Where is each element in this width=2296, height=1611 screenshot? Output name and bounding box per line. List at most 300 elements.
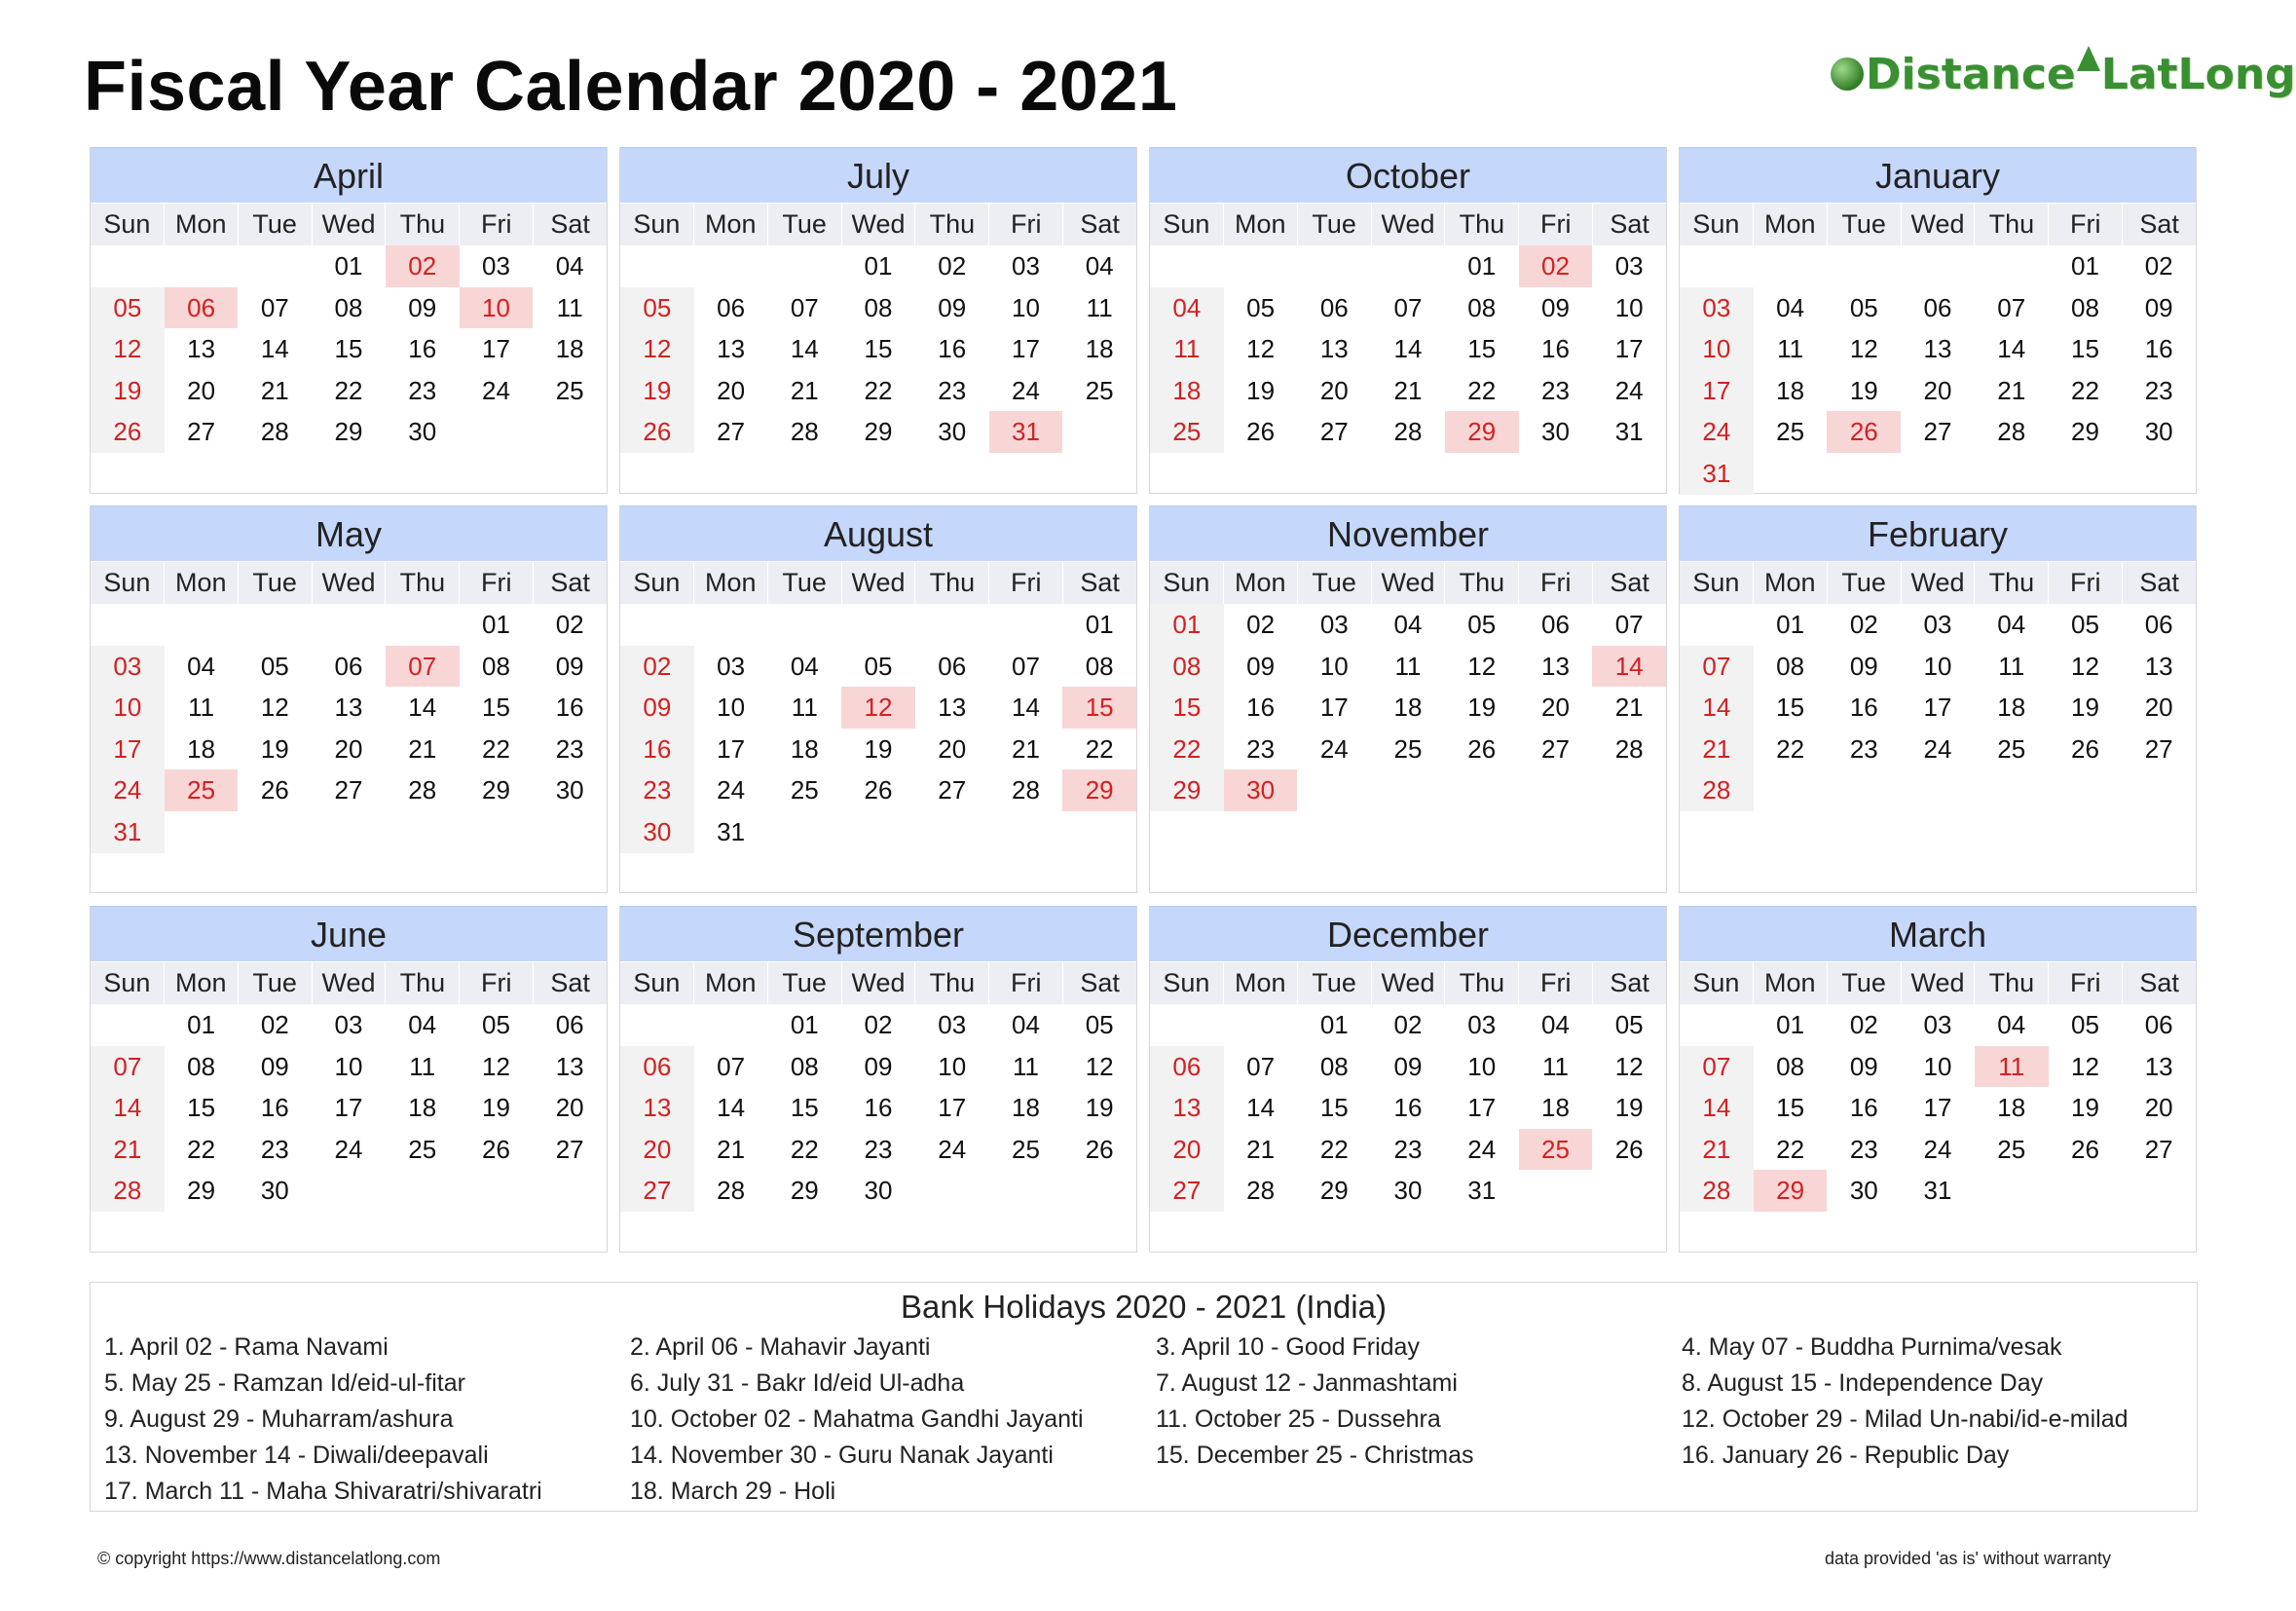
holiday-item: 4. May 07 - Buddha Purnima/vesak xyxy=(1682,1333,2062,1361)
day-cell: 18 xyxy=(408,1093,437,1123)
empty-day-cell xyxy=(841,811,915,853)
week-row xyxy=(1680,729,2196,770)
weekday-label: Sun xyxy=(1150,562,1224,604)
weekday-label: Tue xyxy=(768,562,842,604)
weekday-label: Sun xyxy=(620,204,694,245)
weekday-label: Wed xyxy=(1372,562,1446,604)
day-cell: 23 xyxy=(1393,1134,1423,1164)
day-cell: 31 xyxy=(1680,453,1754,495)
day-cell: 30 xyxy=(408,417,437,447)
day-cell: 01 xyxy=(1776,610,1805,639)
day-cell: 13 xyxy=(1540,651,1570,681)
day-cell: 25 xyxy=(1085,375,1114,405)
day-cell: 19 xyxy=(91,370,165,412)
day-cell: 04 xyxy=(1997,1010,2026,1039)
day-cell: 16 xyxy=(864,1093,893,1123)
day-cell: 06 xyxy=(555,1010,584,1039)
holiday-day-cell: 12 xyxy=(841,687,915,729)
day-cell: 13 xyxy=(1150,1087,1224,1129)
holiday-item: 14. November 30 - Guru Nanak Jayanti xyxy=(630,1442,1054,1469)
weekday-label: Thu xyxy=(386,962,460,1004)
month-name: October xyxy=(1150,147,1666,203)
week-row xyxy=(91,411,607,453)
day-cell: 08 xyxy=(1319,1051,1349,1081)
weekday-label: Sat xyxy=(2139,209,2179,239)
weekday-label: Tue xyxy=(1298,562,1372,604)
day-cell: 29 xyxy=(334,417,363,447)
day-cell: 27 xyxy=(1150,1170,1224,1212)
logo-text-lat: Lat xyxy=(2100,49,2178,99)
holiday-day-cell: 02 xyxy=(1519,245,1593,287)
day-cell: 06 xyxy=(1540,610,1570,639)
day-cell: 22 xyxy=(1776,733,1805,764)
week-row xyxy=(1150,687,1666,729)
empty-day-cell xyxy=(841,604,915,646)
day-cell: 20 xyxy=(620,1129,694,1171)
day-cell: 21 xyxy=(1011,733,1040,764)
day-cell: 13 xyxy=(555,1051,584,1081)
month-april xyxy=(90,147,608,494)
day-cell: 21 xyxy=(91,1129,165,1171)
day-cell: 20 xyxy=(334,733,363,764)
weekday-label: Sun xyxy=(91,562,165,604)
day-cell: 15 xyxy=(1776,1093,1805,1123)
week-row xyxy=(91,287,607,329)
weekday-label: Wed xyxy=(1902,204,1976,245)
empty-day-cell xyxy=(1224,245,1298,287)
week-row xyxy=(91,604,607,646)
day-cell: 27 xyxy=(2144,733,2173,764)
holiday-day-cell: 29 xyxy=(1445,411,1519,453)
day-cell: 15 xyxy=(481,693,510,723)
day-cell: 06 xyxy=(620,1046,694,1088)
day-cell: 01 xyxy=(187,1010,216,1039)
weekday-label: Mon xyxy=(165,204,239,245)
weekday-label: Wed xyxy=(842,204,916,245)
day-cell: 13 xyxy=(187,334,216,364)
day-cell: 28 xyxy=(1680,769,1754,811)
empty-day-cell xyxy=(1150,245,1224,287)
week-row xyxy=(1680,1004,2196,1046)
holiday-day-cell: 07 xyxy=(386,646,460,688)
day-cell: 09 xyxy=(260,1051,289,1081)
day-cell: 01 xyxy=(790,1010,819,1039)
week-row xyxy=(1680,1170,2196,1212)
week-row xyxy=(620,411,1136,453)
day-cell: 06 xyxy=(717,292,746,322)
day-cell: 03 xyxy=(1923,610,1952,639)
weekday-label: Fri xyxy=(989,962,1063,1004)
day-cell: 14 xyxy=(717,1093,746,1123)
month-days xyxy=(91,245,607,453)
day-cell: 05 xyxy=(1849,292,1878,322)
day-cell: 04 xyxy=(187,651,216,681)
day-cell: 24 xyxy=(91,769,165,811)
day-cell: 18 xyxy=(555,334,584,364)
empty-day-cell xyxy=(1827,453,1901,495)
holiday-item: 9. August 29 - Muharram/ashura xyxy=(104,1405,454,1433)
day-cell: 15 xyxy=(1776,693,1805,723)
day-cell: 24 xyxy=(1467,1134,1497,1164)
empty-day-cell xyxy=(91,1004,165,1046)
day-cell: 12 xyxy=(620,328,694,370)
empty-day-cell xyxy=(91,245,165,287)
holiday-day-cell: 14 xyxy=(1592,646,1666,688)
day-cell: 08 xyxy=(1150,646,1224,688)
day-cell: 21 xyxy=(1680,1129,1754,1171)
empty-day-cell xyxy=(1062,411,1136,453)
day-cell: 17 xyxy=(717,733,746,764)
day-cell: 16 xyxy=(408,334,437,364)
day-cell: 22 xyxy=(1467,375,1497,405)
day-cell: 01 xyxy=(334,251,363,281)
day-cell: 09 xyxy=(1540,292,1570,322)
day-cell: 27 xyxy=(1540,733,1570,764)
day-cell: 01 xyxy=(1776,1010,1805,1039)
day-cell: 25 xyxy=(1011,1134,1040,1164)
day-cell: 08 xyxy=(790,1051,819,1081)
day-cell: 26 xyxy=(260,775,289,806)
day-cell: 18 xyxy=(1540,1093,1570,1123)
month-days xyxy=(1150,604,1666,811)
day-cell: 21 xyxy=(408,733,437,764)
day-cell: 22 xyxy=(334,375,363,405)
empty-day-cell xyxy=(1975,245,2049,287)
week-row xyxy=(620,769,1136,811)
week-row xyxy=(1150,1087,1666,1129)
day-cell: 11 xyxy=(1541,1051,1569,1081)
empty-day-cell xyxy=(165,811,239,853)
day-cell: 05 xyxy=(2070,1010,2099,1039)
day-cell: 16 xyxy=(1393,1093,1423,1123)
day-cell: 01 xyxy=(1085,610,1114,639)
day-cell: 30 xyxy=(2144,417,2173,447)
day-cell: 16 xyxy=(1540,334,1570,364)
week-row xyxy=(1150,1129,1666,1171)
day-cell: 04 xyxy=(1776,292,1805,322)
holiday-day-cell: 02 xyxy=(386,245,460,287)
week-row xyxy=(1680,245,2196,287)
weekday-label: Wed xyxy=(313,962,387,1004)
day-cell: 19 xyxy=(620,370,694,412)
weekday-label: Fri xyxy=(989,204,1063,245)
weekday-label: Sun xyxy=(91,962,165,1004)
day-cell: 28 xyxy=(1393,417,1423,447)
day-cell: 02 xyxy=(864,1010,893,1039)
day-cell: 24 xyxy=(1614,375,1644,405)
weekday-label: Sat xyxy=(1610,209,1649,239)
day-cell: 20 xyxy=(938,733,967,764)
week-row xyxy=(91,729,607,770)
day-cell: 23 xyxy=(1540,375,1570,405)
day-cell: 11 xyxy=(1150,328,1224,370)
day-cell: 18 xyxy=(1393,693,1423,723)
empty-day-cell xyxy=(533,1170,607,1212)
day-cell: 07 xyxy=(260,292,289,322)
empty-day-cell xyxy=(1827,769,1901,811)
day-cell: 11 xyxy=(1998,651,2025,681)
day-cell: 16 xyxy=(555,693,584,723)
day-cell: 20 xyxy=(187,375,216,405)
holiday-item: 5. May 25 - Ramzan Id/eid-ul-fitar xyxy=(104,1369,465,1397)
week-row xyxy=(1680,411,2196,453)
day-cell: 22 xyxy=(1776,1134,1805,1164)
day-cell: 26 xyxy=(1467,733,1497,764)
day-cell: 07 xyxy=(1246,1051,1276,1081)
empty-day-cell xyxy=(2122,769,2196,811)
page-title: Fiscal Year Calendar 2020 - 2021 xyxy=(84,48,1178,126)
empty-day-cell xyxy=(1062,1170,1136,1212)
day-cell: 18 xyxy=(187,733,216,764)
month-name: August xyxy=(620,506,1136,561)
day-cell: 07 xyxy=(1680,1046,1754,1088)
day-cell: 12 xyxy=(1246,334,1276,364)
day-cell: 16 xyxy=(1849,693,1878,723)
weekday-label: Fri xyxy=(2049,204,2123,245)
day-cell: 21 xyxy=(1246,1134,1276,1164)
day-cell: 25 xyxy=(1997,733,2026,764)
empty-day-cell xyxy=(2049,769,2123,811)
week-row xyxy=(620,1004,1136,1046)
day-cell: 27 xyxy=(187,417,216,447)
weekday-label: Tue xyxy=(1298,962,1372,1004)
day-cell: 02 xyxy=(260,1010,289,1039)
day-cell: 15 xyxy=(334,334,363,364)
weekday-label: Fri xyxy=(1519,962,1593,1004)
month-name: January xyxy=(1680,147,2196,203)
weekday-label: Fri xyxy=(989,562,1063,604)
weekday-header-row xyxy=(1680,961,2196,1004)
weekday-header-row xyxy=(620,561,1136,604)
day-cell: 14 xyxy=(408,693,437,723)
day-cell: 20 xyxy=(1923,375,1952,405)
day-cell: 11 xyxy=(409,1051,436,1081)
day-cell: 26 xyxy=(1246,417,1276,447)
day-cell: 29 xyxy=(864,417,893,447)
weekday-label: Sun xyxy=(1150,962,1224,1004)
weekday-label: Sun xyxy=(620,962,694,1004)
month-november xyxy=(1149,506,1667,893)
month-name: February xyxy=(1680,506,2196,561)
week-row xyxy=(1680,287,2196,329)
day-cell: 08 xyxy=(187,1051,216,1081)
day-cell: 20 xyxy=(717,375,746,405)
day-cell: 26 xyxy=(91,411,165,453)
day-cell: 11 xyxy=(791,693,818,723)
day-cell: 25 xyxy=(1776,417,1805,447)
day-cell: 07 xyxy=(1680,646,1754,688)
month-days xyxy=(1150,245,1666,453)
empty-day-cell xyxy=(1680,245,1754,287)
weekday-label: Wed xyxy=(842,962,916,1004)
weekday-header-row xyxy=(91,561,607,604)
day-cell: 14 xyxy=(260,334,289,364)
week-row xyxy=(1680,769,2196,811)
week-row xyxy=(1680,646,2196,688)
day-cell: 05 xyxy=(1467,610,1497,639)
holiday-day-cell: 26 xyxy=(1827,411,1901,453)
day-cell: 20 xyxy=(1150,1129,1224,1171)
weekday-label: Thu xyxy=(386,562,460,604)
day-cell: 22 xyxy=(187,1134,216,1164)
holiday-item: 6. July 31 - Bakr Id/eid Ul-adha xyxy=(630,1369,965,1397)
day-cell: 19 xyxy=(2070,693,2099,723)
month-days xyxy=(620,604,1136,853)
weekday-label: Sun xyxy=(1150,204,1224,245)
day-cell: 30 xyxy=(1540,417,1570,447)
day-cell: 17 xyxy=(1467,1093,1497,1123)
weekday-label: Mon xyxy=(694,962,768,1004)
day-cell: 07 xyxy=(790,292,819,322)
day-cell: 31 xyxy=(1614,417,1644,447)
empty-day-cell xyxy=(1445,769,1519,811)
day-cell: 27 xyxy=(2144,1134,2173,1164)
weekday-label: Wed xyxy=(1372,204,1446,245)
day-cell: 22 xyxy=(864,375,893,405)
empty-day-cell xyxy=(533,811,607,853)
day-cell: 03 xyxy=(91,646,165,688)
day-cell: 23 xyxy=(2144,375,2173,405)
day-cell: 05 xyxy=(481,1010,510,1039)
day-cell: 18 xyxy=(1011,1093,1040,1123)
day-cell: 21 xyxy=(260,375,289,405)
weekday-label: Thu xyxy=(915,204,989,245)
day-cell: 31 xyxy=(717,816,746,846)
weekday-label: Fri xyxy=(1519,204,1593,245)
empty-day-cell xyxy=(1297,769,1371,811)
day-cell: 07 xyxy=(1614,610,1644,639)
day-cell: 15 xyxy=(864,334,893,364)
day-cell: 18 xyxy=(1997,693,2026,723)
week-row xyxy=(1150,769,1666,811)
day-cell: 08 xyxy=(2070,292,2099,322)
day-cell: 05 xyxy=(1614,1010,1644,1039)
copyright-text: © copyright https://www.distancelatlong.com xyxy=(97,1549,441,1568)
day-cell: 17 xyxy=(1319,693,1349,723)
week-row xyxy=(91,1129,607,1171)
day-cell: 17 xyxy=(1923,693,1952,723)
day-cell: 31 xyxy=(91,811,165,853)
day-cell: 09 xyxy=(1246,651,1276,681)
day-cell: 08 xyxy=(1776,651,1805,681)
day-cell: 01 xyxy=(1150,604,1224,646)
empty-day-cell xyxy=(460,1170,534,1212)
month-name: September xyxy=(620,906,1136,961)
day-cell: 27 xyxy=(1923,417,1952,447)
day-cell: 19 xyxy=(481,1093,510,1123)
day-cell: 29 xyxy=(790,1176,819,1206)
day-cell: 09 xyxy=(2144,292,2173,322)
weekday-label: Thu xyxy=(1445,204,1519,245)
day-cell: 11 xyxy=(1086,292,1113,322)
day-cell: 19 xyxy=(864,733,893,764)
empty-day-cell xyxy=(386,1170,460,1212)
month-name: December xyxy=(1150,906,1666,961)
day-cell: 04 xyxy=(1150,287,1224,329)
day-cell: 23 xyxy=(408,375,437,405)
day-cell: 30 xyxy=(1393,1176,1423,1206)
holiday-day-cell: 15 xyxy=(1062,687,1136,729)
week-row xyxy=(1680,687,2196,729)
empty-day-cell xyxy=(1901,453,1975,495)
day-cell: 12 xyxy=(1614,1051,1644,1081)
holiday-item: 16. January 26 - Republic Day xyxy=(1682,1442,2010,1469)
bank-holidays-title: Bank Holidays 2020 - 2021 (India) xyxy=(901,1289,1387,1325)
day-cell: 19 xyxy=(1467,693,1497,723)
month-june xyxy=(90,906,608,1253)
day-cell: 22 xyxy=(2070,375,2099,405)
day-cell: 25 xyxy=(790,775,819,806)
day-cell: 22 xyxy=(1319,1134,1349,1164)
weekday-label: Fri xyxy=(460,204,534,245)
weekday-label: Thu xyxy=(915,962,989,1004)
month-september xyxy=(619,906,1137,1253)
empty-day-cell xyxy=(694,1004,768,1046)
day-cell: 15 xyxy=(1467,334,1497,364)
empty-day-cell xyxy=(1297,245,1371,287)
day-cell: 28 xyxy=(790,417,819,447)
day-cell: 25 xyxy=(1150,411,1224,453)
holiday-item: 13. November 14 - Diwali/deepavali xyxy=(104,1442,489,1469)
week-row xyxy=(1150,1046,1666,1088)
day-cell: 28 xyxy=(260,417,289,447)
empty-day-cell xyxy=(1901,245,1975,287)
day-cell: 05 xyxy=(1246,292,1276,322)
empty-day-cell xyxy=(1371,769,1445,811)
week-row xyxy=(620,328,1136,370)
day-cell: 28 xyxy=(1680,1170,1754,1212)
day-cell: 05 xyxy=(1085,1010,1114,1039)
empty-day-cell xyxy=(694,245,768,287)
weekday-label: Thu xyxy=(1445,562,1519,604)
day-cell: 04 xyxy=(1393,610,1423,639)
week-row xyxy=(91,370,607,412)
empty-day-cell xyxy=(1519,769,1593,811)
day-cell: 25 xyxy=(555,375,584,405)
day-cell: 03 xyxy=(717,651,746,681)
week-row xyxy=(1680,1129,2196,1171)
empty-day-cell xyxy=(620,1004,694,1046)
empty-day-cell xyxy=(1975,1170,2049,1212)
day-cell: 26 xyxy=(620,411,694,453)
weekday-label: Sat xyxy=(1610,968,1649,997)
month-days xyxy=(620,245,1136,453)
empty-day-cell xyxy=(91,604,165,646)
day-cell: 30 xyxy=(864,1176,893,1206)
empty-day-cell xyxy=(312,811,386,853)
day-cell: 21 xyxy=(717,1134,746,1164)
day-cell: 02 xyxy=(1849,1010,1878,1039)
month-name: July xyxy=(620,147,1136,203)
day-cell: 21 xyxy=(1393,375,1423,405)
day-cell: 24 xyxy=(1011,375,1040,405)
month-july xyxy=(619,147,1137,494)
day-cell: 25 xyxy=(1997,1134,2026,1164)
month-days xyxy=(620,1004,1136,1212)
month-october xyxy=(1149,147,1667,494)
day-cell: 02 xyxy=(1246,610,1276,639)
weekday-label: Sun xyxy=(1680,562,1754,604)
week-row xyxy=(1150,646,1666,688)
week-row xyxy=(1150,604,1666,646)
weekday-label: Thu xyxy=(1975,204,2049,245)
day-cell: 17 xyxy=(1011,334,1040,364)
weekday-label: Fri xyxy=(460,562,534,604)
empty-day-cell xyxy=(1062,811,1136,853)
day-cell: 19 xyxy=(260,733,289,764)
week-row xyxy=(620,1129,1136,1171)
empty-day-cell xyxy=(915,811,989,853)
